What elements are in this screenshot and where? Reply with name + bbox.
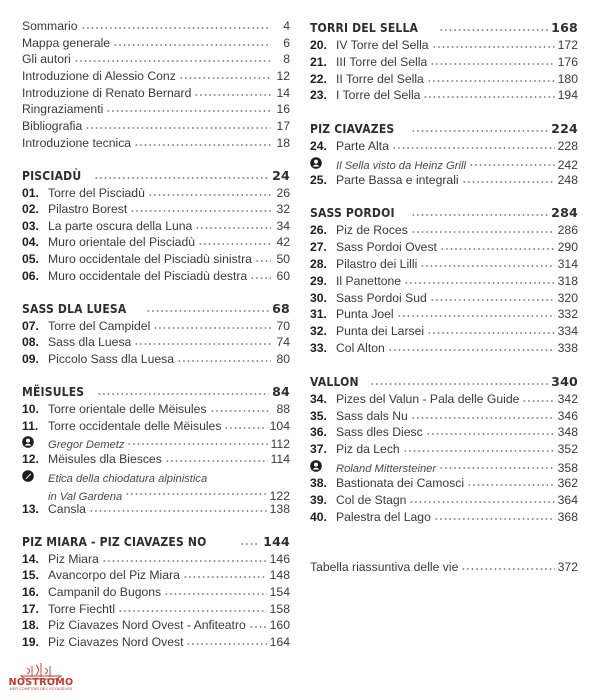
entry-title: Sass Pordoi Sud	[336, 290, 427, 305]
entry-title: Avancorpo del Piz Miara	[48, 568, 180, 583]
page-number: 68	[272, 301, 290, 317]
entry-title: Introduzione di Renato Bernard	[22, 85, 192, 100]
entry-title: VALLON	[310, 373, 359, 389]
toc-entry[interactable]	[310, 155, 578, 171]
entry-title: Il Panettone	[336, 273, 402, 288]
entry-number: 02.	[22, 202, 39, 217]
dot-leader	[427, 79, 555, 83]
toc-entry[interactable]	[22, 617, 290, 633]
page-number: 24	[272, 167, 290, 183]
toc-entry[interactable]	[22, 451, 290, 467]
toc-entry[interactable]	[310, 273, 578, 289]
entry-title: Sass dles Diesc	[336, 425, 423, 440]
page-number: 314	[557, 256, 578, 271]
entry-title: Bastionata dei Camosci	[336, 475, 465, 490]
toc-entry[interactable]	[310, 290, 578, 306]
dot-leader	[388, 348, 555, 352]
page-number: 12	[276, 68, 290, 83]
dot-leader	[130, 209, 271, 213]
dot-leader	[434, 517, 555, 521]
entry-title: III Torre del Sella	[336, 54, 428, 69]
entry-title: Torre occidentale delle Mëisules	[48, 418, 222, 433]
toc-entry[interactable]	[22, 68, 290, 84]
dot-leader	[165, 459, 268, 463]
entry-number: 06.	[22, 268, 39, 283]
toc-entry[interactable]	[22, 634, 290, 650]
dot-leader	[81, 26, 271, 30]
page-number: 146	[269, 551, 290, 566]
page-number: 352	[557, 442, 578, 457]
page-number: 88	[276, 401, 290, 416]
section-heading[interactable]	[310, 121, 578, 137]
page-number: 290	[557, 240, 578, 255]
entry-title: Campanil do Bugons	[48, 585, 162, 600]
dot-leader	[427, 331, 555, 335]
dot-leader	[439, 466, 555, 470]
page-number: 144	[263, 534, 290, 550]
entry-title: Cansla	[48, 501, 86, 516]
dot-leader	[392, 146, 555, 150]
entry-number: 13.	[22, 501, 39, 516]
entry-title: Il Sella visto da Heinz Grill	[336, 159, 466, 172]
entry-number: 30.	[310, 290, 327, 305]
section-heading[interactable]	[22, 168, 290, 184]
toc-entry[interactable]	[22, 51, 290, 67]
entry-number: 04.	[22, 235, 39, 250]
entry-title: Sass Pordoi Ovest	[336, 240, 437, 255]
dot-leader	[179, 76, 271, 80]
dot-leader	[85, 126, 271, 130]
entry-number: 38.	[310, 475, 327, 490]
portrait-icon	[310, 155, 336, 171]
entry-number: 08.	[22, 335, 39, 350]
toc-entry[interactable]	[310, 391, 578, 407]
entry-number: 15.	[22, 568, 39, 583]
toc-entry[interactable]	[310, 408, 578, 424]
entry-number: 12.	[22, 451, 39, 466]
toc-entry[interactable]	[310, 306, 578, 322]
toc-entry[interactable]	[310, 54, 578, 70]
entry-number: 21.	[310, 54, 327, 69]
dot-leader	[106, 109, 271, 113]
entry-number: 09.	[22, 352, 39, 366]
page-number: 34	[276, 218, 290, 233]
toc-entry[interactable]	[22, 268, 290, 284]
dot-leader	[440, 247, 555, 251]
dot-leader	[467, 483, 555, 487]
entry-title: Torre del Pisciadù	[48, 185, 145, 200]
section-heading[interactable]	[310, 205, 578, 221]
entry-number: 19.	[22, 635, 39, 650]
page-number: 372	[557, 560, 578, 575]
entry-title: Muro occidentale del Pisciadù sinistra	[48, 252, 252, 267]
portrait-icon	[310, 458, 336, 474]
page-number: 160	[269, 618, 290, 633]
page-number: 26	[276, 185, 290, 200]
toc-entry[interactable]	[22, 218, 290, 234]
dot-leader	[146, 309, 269, 313]
section-heading[interactable]	[310, 374, 578, 390]
page-number: 158	[269, 601, 290, 616]
page-number: 122	[269, 489, 290, 504]
entry-number: 26.	[310, 223, 327, 238]
entry-title: Col de Stagn	[336, 492, 407, 507]
portrait-icon	[22, 434, 48, 450]
entry-title: La parte oscura della Luna	[48, 218, 193, 233]
page-number: 194	[557, 88, 578, 103]
entry-title: Piz Miara	[48, 551, 99, 566]
page-number: 318	[557, 273, 578, 288]
dot-leader	[177, 359, 271, 363]
entry-number: 39.	[310, 492, 327, 507]
page-number: 362	[557, 475, 578, 490]
entry-title: Torre orientale delle Mëisules	[48, 401, 207, 416]
page-number: 112	[270, 437, 290, 452]
toc-entry[interactable]	[22, 234, 290, 250]
dot-leader	[370, 382, 548, 386]
dot-leader	[432, 45, 555, 49]
toc-entry[interactable]	[22, 318, 290, 334]
dot-leader	[102, 559, 267, 563]
page-number: 70	[276, 318, 290, 333]
entry-title: TORRI DEL SELLA	[310, 20, 419, 35]
section-heading[interactable]	[22, 534, 290, 550]
dot-leader	[194, 93, 271, 97]
entry-title: Gli autori	[22, 52, 71, 67]
dot-leader	[148, 193, 271, 197]
dot-leader	[461, 567, 554, 571]
toc-entry[interactable]	[310, 424, 578, 440]
dot-leader	[439, 28, 548, 32]
entry-title: Piz da Lech	[336, 442, 400, 457]
toc-entry[interactable]	[22, 85, 290, 101]
entry-number: 34.	[310, 391, 327, 406]
page-number: 172	[557, 37, 578, 52]
dot-leader	[134, 342, 271, 346]
dot-leader	[210, 409, 271, 413]
toc-entry[interactable]	[310, 323, 578, 339]
toc-entry[interactable]	[22, 185, 290, 201]
dot-leader	[462, 180, 555, 184]
page-number: 224	[551, 121, 578, 137]
entry-title: Ringraziamenti	[22, 102, 104, 117]
toc-entry[interactable]	[22, 584, 290, 600]
dot-leader	[404, 281, 555, 285]
page-number: 18	[276, 135, 290, 150]
toc-entry[interactable]	[310, 256, 578, 272]
page-number: 286	[557, 223, 578, 238]
dot-leader	[397, 314, 555, 318]
entry-title: Punta dei Larsei	[336, 324, 425, 339]
entry-title: SASS PORDOI	[310, 205, 395, 221]
page-number: 364	[557, 492, 578, 507]
entry-number: 28.	[310, 256, 327, 271]
page-number: 248	[557, 172, 578, 187]
entry-title: Gregor Demetz	[48, 439, 125, 452]
entry-title: I Torre del Sella	[336, 88, 421, 103]
page-number: 180	[557, 71, 578, 86]
page-number: 242	[557, 157, 578, 172]
page-number: 228	[557, 138, 578, 153]
page-number: 42	[276, 235, 290, 250]
page-number: 346	[557, 408, 578, 423]
dot-leader	[240, 542, 261, 546]
toc-entry[interactable]	[310, 458, 578, 474]
toc-entry[interactable]	[22, 551, 290, 567]
page-number: 14	[276, 85, 290, 100]
dot-leader	[255, 259, 271, 263]
toc-entry[interactable]	[22, 468, 290, 484]
entry-number: 05.	[22, 252, 39, 267]
page-number: 6	[283, 35, 290, 50]
toc-entry[interactable]	[22, 567, 290, 583]
toc-entry[interactable]	[22, 251, 290, 267]
dot-leader	[420, 264, 554, 268]
entry-title: Muro occidentale del Pisciadù destra	[48, 268, 248, 283]
entry-number: 10.	[22, 401, 39, 416]
dot-leader	[403, 449, 555, 453]
page-number: 148	[269, 568, 290, 583]
page-number: 32	[276, 202, 290, 217]
entry-title: PIZ MIARA - PIZ CIAVAZES NO	[22, 534, 207, 550]
page-number: 368	[557, 509, 578, 524]
entry-title: Sass dals Nu	[336, 408, 408, 423]
page-number: 16	[276, 102, 290, 117]
toc-entry[interactable]	[310, 559, 578, 575]
dot-leader	[198, 242, 271, 246]
toc-entry[interactable]	[310, 239, 578, 255]
toc-entry[interactable]	[22, 35, 290, 51]
dot-leader	[94, 176, 269, 180]
entry-title: Torre del Campidel	[48, 318, 151, 333]
entry-number: 36.	[310, 425, 327, 440]
entry-number: 37.	[310, 442, 327, 457]
toc-entry[interactable]	[310, 492, 578, 508]
entry-title: Introduzione di Alessio Conz	[22, 68, 176, 83]
toc-entry[interactable]	[310, 475, 578, 491]
entry-title: Pilastro Borest	[48, 202, 128, 217]
toc-entry[interactable]	[22, 18, 290, 34]
entry-title: Parte Bassa e integrali	[336, 172, 459, 187]
toc-entry[interactable]	[310, 87, 578, 103]
page-number: 84	[272, 384, 290, 400]
entry-number: 23.	[310, 88, 327, 103]
section-heading[interactable]	[22, 301, 290, 317]
entry-title: Pilastro dei Lilli	[336, 256, 418, 271]
entry-title: MËISULES	[22, 384, 85, 400]
dot-leader	[97, 392, 269, 396]
entry-number: 35.	[310, 408, 327, 423]
page-number: 320	[557, 290, 578, 305]
section-heading[interactable]	[310, 20, 578, 36]
toc-entry[interactable]	[22, 118, 290, 134]
toc-entry[interactable]	[310, 138, 578, 154]
entry-title: Introduzione tecnica	[22, 135, 132, 150]
entry-number: 29.	[310, 273, 327, 288]
entry-title: Piz Ciavazes Nord Ovest - Anfiteatro	[48, 618, 246, 633]
entry-title: PISCIADÙ	[22, 167, 82, 183]
entry-title: Col Alton	[336, 341, 385, 356]
toc-entry[interactable]	[22, 351, 290, 367]
entry-title: Mëisules dla Biesces	[48, 451, 162, 466]
dot-leader	[522, 399, 554, 403]
entry-number: 17.	[22, 601, 39, 616]
toc-entry[interactable]	[22, 484, 290, 504]
dot-leader	[153, 326, 271, 330]
dot-leader	[127, 442, 267, 446]
entry-number: 33.	[310, 341, 327, 356]
essay-icon	[22, 468, 48, 484]
toc-entry[interactable]	[310, 222, 578, 238]
page-number: 176	[557, 54, 578, 69]
entry-number: 31.	[310, 307, 327, 322]
toc-entry[interactable]	[22, 434, 290, 450]
watermark-name: NOSTROMO	[8, 677, 74, 688]
entry-title: IV Torre del Sella	[336, 37, 429, 52]
entry-number: 25.	[310, 172, 327, 187]
dot-leader	[426, 432, 555, 436]
page-number: 74	[276, 335, 290, 350]
page-number: 348	[557, 425, 578, 440]
page-number: 338	[557, 341, 578, 356]
dot-leader	[113, 43, 271, 47]
dot-leader	[186, 642, 266, 646]
entry-title: Piz Ciavazes Nord Ovest	[48, 635, 184, 650]
entry-number: 11.	[22, 418, 39, 433]
page-number: 284	[551, 205, 578, 221]
entry-title: Sass dla Luesa	[48, 335, 132, 350]
entry-title: Bibliografia	[22, 118, 83, 133]
page-number: 154	[269, 585, 290, 600]
entry-number: 01.	[22, 185, 39, 200]
entry-title: Parte Alta	[336, 138, 389, 153]
dot-leader	[411, 129, 548, 133]
page-number: 358	[557, 461, 578, 476]
page-number: 334	[557, 324, 578, 339]
dot-leader	[195, 226, 271, 230]
toc-entry[interactable]	[310, 71, 578, 87]
entry-number: 03.	[22, 218, 39, 233]
page-number: 8	[283, 52, 290, 67]
dot-leader	[224, 426, 266, 430]
dot-leader	[134, 143, 271, 147]
entry-title: Muro orientale del Pisciadù	[48, 235, 196, 250]
entry-number: 14.	[22, 551, 39, 566]
entry-title: Etica della chiodatura alpinistica	[48, 472, 208, 485]
entry-title: PIZ CIAVAZES	[310, 121, 395, 137]
entry-title: II Torre del Sella	[336, 71, 424, 86]
page-number: 164	[269, 635, 290, 650]
dot-leader	[74, 59, 271, 63]
entry-number: 20.	[310, 37, 327, 52]
indent-spacer	[22, 484, 48, 500]
entry-title: Pizes del Valun - Pala delle Guide	[336, 391, 520, 406]
entry-title: Sommario	[22, 19, 78, 33]
dot-leader	[411, 416, 555, 420]
dot-leader	[249, 625, 267, 629]
page-number: 17	[276, 118, 290, 133]
entry-title: Mappa generale	[22, 35, 111, 50]
entry-number: 16.	[22, 585, 39, 600]
entry-number: 07.	[22, 318, 39, 333]
dot-leader	[469, 163, 555, 167]
page-number: 168	[551, 20, 578, 35]
page-number: 332	[557, 307, 578, 322]
toc-entry[interactable]	[22, 418, 290, 434]
toc-entry[interactable]	[310, 340, 578, 356]
toc-entry[interactable]	[22, 101, 290, 117]
page-number: 50	[276, 252, 290, 267]
section-heading[interactable]	[22, 384, 290, 400]
entry-title: Roland Mittersteiner	[336, 463, 437, 476]
entry-title: Punta Joel	[336, 307, 394, 322]
entry-number: 18.	[22, 618, 39, 633]
toc-entry[interactable]	[310, 37, 578, 53]
entry-number: 24.	[310, 138, 327, 153]
toc-entry[interactable]	[22, 601, 290, 617]
entry-number: 40.	[310, 509, 327, 524]
toc-entry[interactable]	[310, 509, 578, 525]
toc-entry[interactable]	[310, 441, 578, 457]
dot-leader	[430, 298, 555, 302]
toc-entry[interactable]	[22, 201, 290, 217]
dot-leader	[89, 509, 267, 513]
entry-title: Tabella riassuntiva delle vie	[310, 560, 459, 575]
dot-leader	[411, 230, 555, 234]
dot-leader	[183, 575, 267, 579]
watermark-tagline: MER COMPTOIR DES VOYAGEURS	[9, 687, 73, 691]
watermark-logo	[4, 662, 78, 692]
dot-leader	[430, 62, 554, 66]
toc-entry[interactable]	[22, 135, 290, 151]
entry-title: SASS DLA LUESA	[22, 301, 127, 317]
toc-entry[interactable]	[22, 401, 290, 417]
dot-leader	[125, 492, 266, 496]
dot-leader	[411, 213, 548, 217]
page-number: 104	[269, 418, 290, 433]
page-number: 342	[557, 391, 578, 406]
dot-leader	[118, 609, 267, 613]
entry-title: Piz de Roces	[336, 223, 408, 238]
toc-entry[interactable]	[22, 501, 290, 517]
entry-number: 32.	[310, 324, 327, 339]
page-number: 340	[551, 373, 578, 389]
page-number: 4	[283, 19, 290, 33]
page-number: 80	[276, 352, 290, 366]
dot-leader	[164, 592, 267, 596]
entry-title: Palestra del Lago	[336, 509, 431, 524]
dot-leader	[423, 95, 554, 99]
toc-entry[interactable]	[22, 334, 290, 350]
toc-entry[interactable]	[310, 172, 578, 188]
entry-number: 27.	[310, 240, 327, 255]
entry-title: Piccolo Sass dla Luesa	[48, 352, 175, 366]
entry-title: in Val Gardena	[48, 491, 123, 504]
dot-leader	[250, 276, 271, 280]
page-number: 138	[269, 501, 290, 516]
dot-leader	[409, 500, 554, 504]
entry-title: Torre Fiechtl	[48, 601, 116, 616]
page-number: 60	[276, 268, 290, 283]
page-number: 114	[270, 451, 290, 466]
entry-number: 22.	[310, 71, 327, 86]
